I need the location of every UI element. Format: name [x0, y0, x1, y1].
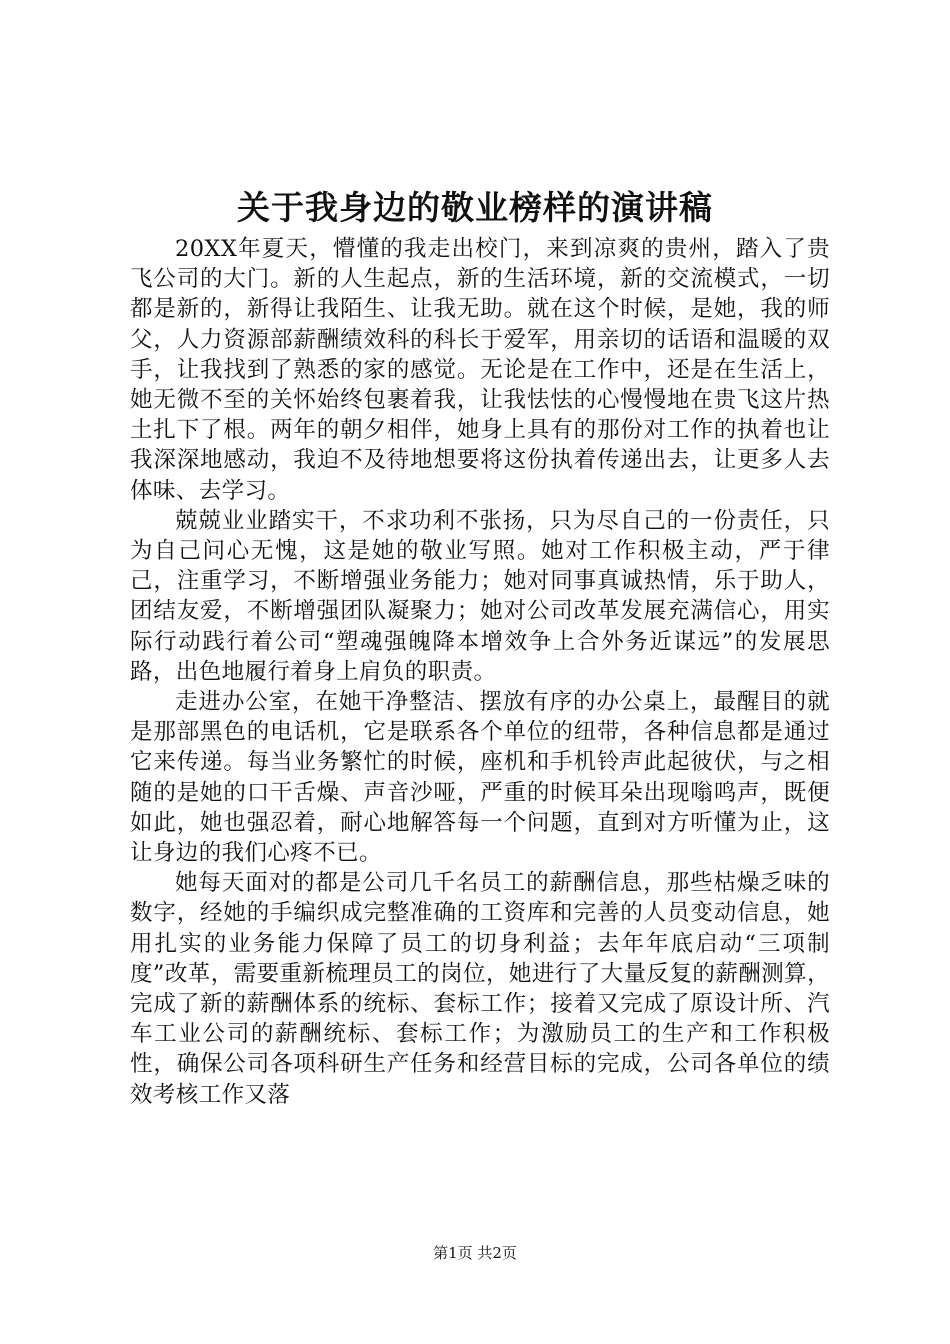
paragraph: 兢兢业业踏实干，不求功利不张扬，只为尽自己的一份责任，只为自己问心无愧，这是她的敬业写照。她对工作积极主动，严于律己，注重学习，不断增强业务能力；她对同事真诚热情，乐于助人，团结友爱，不断增强团队凝聚力；她对公司改革发展充满信心，用实际行动践行着公司“塑魂强魄降本增效争上合外务近谋远”的发展思路，出色地履行着身上肩负的职责。: [130, 507, 830, 685]
paragraph: 她每天面对的都是公司几千名员工的薪酬信息，那些枯燥乏味的数字，经她的手编织成完整准确的工资库和完善的人员变动信息，她用扎实的业务能力保障了员工的切身利益；去年年底启动“三项制度”改革，需要重新梳理员工的岗位，她进行了大量反复的薪酬测算，完成了新的薪酬体系的统标、套标工作；接着又完成了原设计所、汽车工业公司的薪酬统标、套标工作；为激励员工的生产和工作积极性，确保公司各项科研生产任务和经营目标的完成，公司各单位的绩效考核工作又落: [130, 870, 830, 1108]
document-title: 关于我身边的敬业榜样的演讲稿: [237, 188, 713, 227]
paragraph: 20XX年夏天，懵懂的我走出校门，来到凉爽的贵州，踏入了贵飞公司的大门。新的人生起点，新的生活环境，新的交流模式，一切都是新的，新得让我陌生、让我无助。就在这个时候，是她，我的师父，人力资源部薪酬绩效科的科长于爱军，用亲切的话语和温暖的双手，让我找到了熟悉的家的感觉。无论是在工作中，还是在生活上，她无微不至的关怀始终包裹着我，让我怯怯的心慢慢地在贵飞这片热土扎下了根。两年的朝夕相伴，她身上具有的那份对工作的执着也让我深深地感动，我迫不及待地想要将这份执着传递出去，让更多人去体味、去学习。: [130, 236, 830, 504]
paragraph: 走进办公室，在她干净整洁、摆放有序的办公桌上，最醒目的就是那部黑色的电话机，它是联系各个单位的纽带，各种信息都是通过它来传递。每当业务繁忙的时候，座机和手机铃声此起彼伏，与之相随的是她的口干舌燥、声音沙哑，严重的时候耳朵出现嗡鸣声，既便如此，她也强忍着，耐心地解答每一个问题，直到对方听懂为止，这让身边的我们心疼不已。: [130, 689, 830, 867]
page-number-footer: 第1页 共2页: [433, 1244, 517, 1262]
document-body: [130, 234, 830, 1110]
